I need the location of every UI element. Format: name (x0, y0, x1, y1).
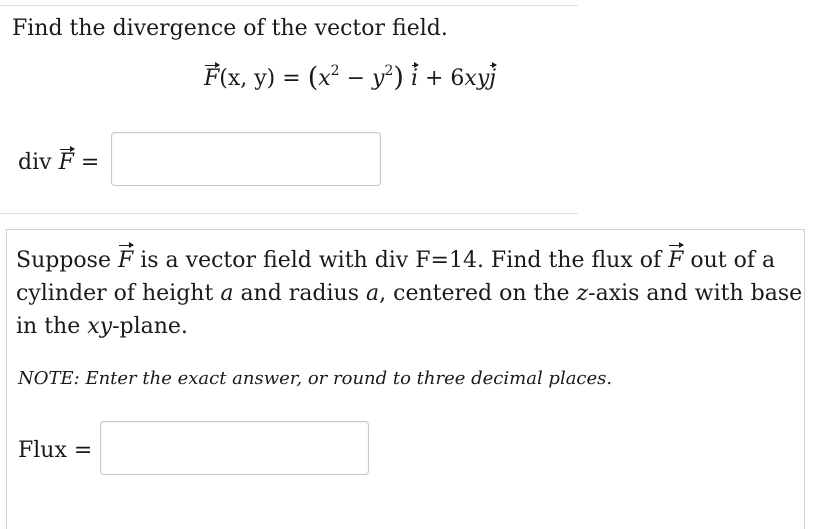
unit-vector-j: j (489, 64, 496, 94)
formula-args: (x, y) (219, 66, 276, 91)
p2-var-a-2: a (366, 281, 380, 306)
p2-vector-F-2: F (668, 244, 683, 277)
div-vector-F: F (59, 148, 74, 178)
div-text: div (18, 150, 52, 175)
problem1-prompt: Find the divergence of the vector field. (12, 16, 448, 41)
formula-minus: − (346, 66, 366, 91)
p2-text-5: , centered on the (379, 281, 570, 306)
p2-var-xy: xy (87, 314, 113, 339)
close-paren: ) (393, 62, 404, 93)
divergence-label (18, 148, 99, 178)
p2-text-1: Suppose (16, 248, 111, 273)
formula-plus: + (424, 66, 444, 91)
section-divider (0, 213, 578, 214)
p2-var-z: z (576, 281, 589, 306)
open-paren: ( (307, 62, 319, 93)
p2-vector-F-1: F (118, 244, 133, 277)
div-equals: = (80, 150, 100, 175)
formula-x: x (318, 66, 331, 91)
flux-text: Flux (18, 438, 67, 463)
formula-equals: = (282, 66, 301, 91)
vector-field-formula (204, 62, 496, 94)
flux-equals: = (73, 438, 93, 463)
flux-answer-input[interactable] (100, 421, 369, 475)
formula-xy: xy (464, 66, 490, 91)
problem2-text (16, 244, 806, 343)
vector-F-symbol: F (204, 64, 219, 94)
p2-text-2: is a vector field with div F=14. Find the flux of (140, 248, 662, 273)
rounding-note: NOTE: Enter the exact answer, or round to three decimal places. (18, 368, 613, 389)
exponent-y: 2 (384, 62, 394, 79)
p2-text-4: and radius (240, 281, 360, 306)
top-divider (0, 5, 578, 6)
formula-y: y (372, 66, 385, 91)
p2-text-3: out of a cylinder of height (16, 248, 776, 306)
p2-text-7: -plane. (112, 314, 188, 339)
formula-coef: 6 (450, 66, 465, 91)
flux-label (18, 436, 92, 466)
p2-text-6: -axis and with base in the (16, 281, 803, 339)
p2-var-a-1: a (220, 281, 234, 306)
unit-vector-i: i (411, 64, 418, 94)
divergence-answer-input[interactable] (111, 132, 381, 186)
exponent-x: 2 (330, 62, 340, 79)
